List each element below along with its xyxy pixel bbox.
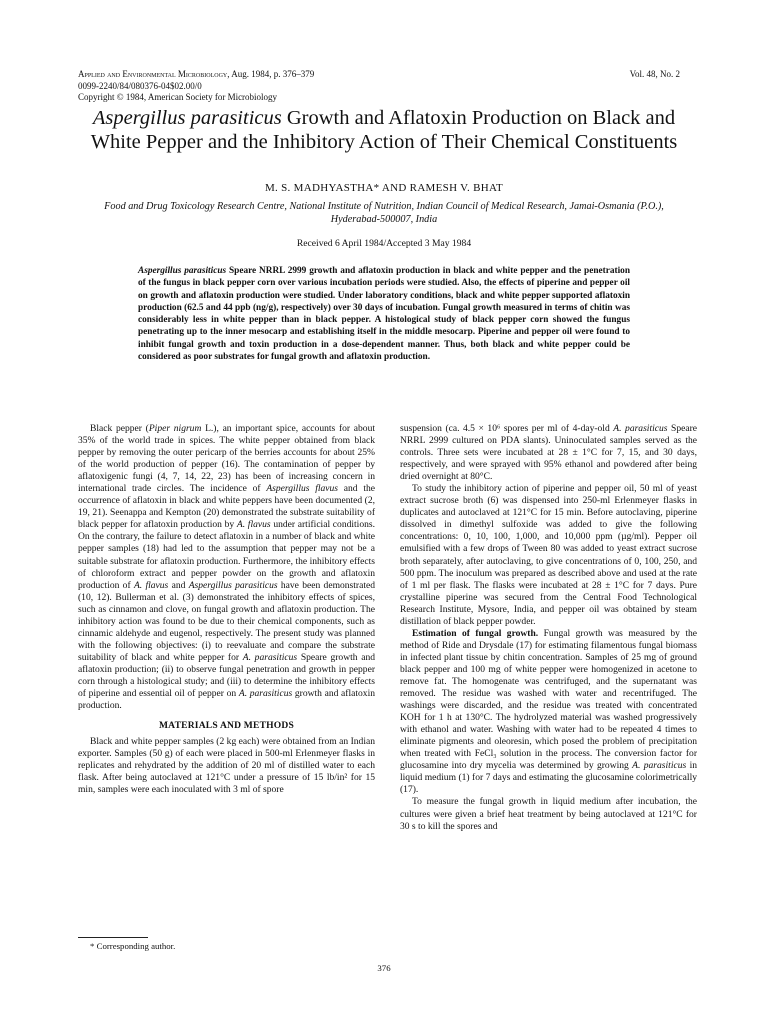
text-run: growth and aflatoxin production. bbox=[78, 688, 375, 712]
methods-paragraph: Black and white pepper samples (2 kg each) were obtained from an Indian exporter. Samples (50 g) of each were placed in 500-ml Erlenmeyer flasks in replicates and rehydrated by the addition of 20 ml of distilled water to each flask. After being autoclaved at 121°C under a pressure of 15 lb/in² for 15 min, samples were each inoculated with 3 ml of spore bbox=[78, 736, 375, 796]
inhibition-paragraph: To study the inhibitory action of piperine and pepper oil, 50 ml of yeast extract sucrose broth (6) was dispensed into 250-ml Erlenmeyer flasks in duplicates and autoclaved at 121°C for 15 min. Before autoclaving, piperine dissolved in dimethyl sulfoxide was added to give the following concentrations: 0, 10, 100, 1,000, and 10,000 ppm (µg/ml). Pepper oil emulsified with a few drops of Tween 80 was added to yeast extract sucrose broth separately, after autoclaving, to give concentrations of 0, 100, 250, and 500 ppm. The inoculum was prepared as described above and used at the rate of 1 ml per flask. The flasks were incubated at 28 ± 1°C for 7 days. Pure crystalline piperine was secured from the Central Food Technological Research Institute, Mysore, India, and pepper oil was obtained by steam distillation of black pepper powder. bbox=[400, 483, 697, 627]
intro-paragraph bbox=[78, 423, 375, 712]
species-name: A. flavus bbox=[236, 519, 271, 531]
journal-header bbox=[78, 69, 314, 104]
text-run: have been demonstrated (10, 12). Bullerman et al. (3) demonstrated the inhibitory effects of spices, such as cinnamon and clove, on fungal growth and aflatoxin production. The inhibitory action was found to be due to their chemical components, such as cinnamic aldehyde and eugenol, respectively. The present study was planned with the following objectives: (i) to reevaluate and compare the substrate suitability of black and white pepper for bbox=[78, 579, 375, 663]
affiliation: Food and Drug Toxicology Research Centre, National Institute of Nutrition, Indian Council of Medical Research, Jamai-Osmania (P.O.), Hyderabad-500007, India bbox=[104, 201, 664, 225]
text-run: Speare NRRL 2999 cultured on PDA slants). Uninoculated samples served as the controls. Three sets were incubated at 28 ± 1°C for 7, 15, and 30 days, respectively, and were sprayed with 95% ethanol and powdered after being dried overnight at 80°C. bbox=[400, 423, 697, 483]
text-run: and bbox=[168, 579, 189, 591]
received-dates: Received 6 April 1984/Accepted 3 May 1984 bbox=[296, 238, 472, 249]
right-column bbox=[400, 423, 697, 833]
section-heading: MATERIALS AND METHODS bbox=[158, 720, 295, 732]
article-title bbox=[70, 106, 698, 154]
page-number: 376 bbox=[377, 963, 391, 973]
run-in-heading: Estimation of fungal growth. bbox=[412, 627, 539, 639]
journal-citation: , Aug. 1984, p. 376–379 bbox=[227, 69, 315, 79]
species-name: A. parasiticus bbox=[242, 651, 298, 663]
journal-citation-line bbox=[78, 69, 314, 81]
footnote-rule bbox=[78, 937, 148, 938]
text-run: Black pepper ( bbox=[90, 423, 149, 434]
abstract bbox=[138, 265, 630, 363]
text-run: under artificial conditions. On the contrary, the failure to detect aflatoxin in a number of black and white pepper samples (18) had led to the assumption that pepper may not be a suitable substrate for aflatoxin production. Furthermore, the inhibitory effects of chloroform extract and pepper powder on the growth and aflatoxin production of bbox=[78, 519, 375, 591]
continued-paragraph bbox=[400, 423, 697, 483]
species-name: Aspergillus parasiticus bbox=[188, 579, 278, 591]
copyright-line: Copyright © 1984, American Society for Microbiology bbox=[78, 92, 278, 102]
text-run: in liquid medium (1) for 7 days and estimating the glucosamine colorimetrically (17). bbox=[400, 760, 697, 796]
species-name: Aspergillus flavus bbox=[266, 483, 339, 495]
species-name: A. flavus bbox=[133, 579, 169, 591]
abstract-text: Speare NRRL 2999 growth and aflatoxin production in black and white pepper and the penetration of the fungus in black pepper corn over various incubation periods were studied. Also, the effects of piperine and pepper oil on growth and aflatoxin production were studied. Under laboratory conditions, black and white pepper supported aflatoxin production (62.5 and 44 ppb (ng/g), respectively) over 30 days of incubation. Fungal growth measured in terms of chitin was considerably less in white pepper than in black pepper. A histological study of black pepper corn showed the fungus penetrating up to the inner mesocarp and establishing itself in the middle mesocarp. Piperine and pepper oil were found to inhibit fungal growth and toxin production in a dose-dependent manner. Thus, both black and white pepper could be considered as poor substrates for fungal growth and aflatoxin production. bbox=[138, 266, 630, 363]
title-species: Aspergillus parasiticus bbox=[92, 107, 282, 129]
abstract-species: Aspergillus parasiticus bbox=[138, 266, 227, 276]
journal-name: Applied and Environmental Microbiology bbox=[78, 69, 228, 79]
volume-label: Vol. 48, No. 2 bbox=[629, 69, 680, 79]
fungal-growth-paragraph bbox=[400, 628, 697, 797]
measurement-paragraph: To measure the fungal growth in liquid medium after incubation, the cultures were given a brief heat treatment by being autoclaved at 121°C for 30 s to kill the spores and bbox=[400, 796, 697, 832]
left-column bbox=[78, 423, 375, 796]
text-run: Fungal growth was measured by the method of Ride and Drysdale (17) for estimating filamentous fungal biomass in infected plant tissue by chitin concentration. Samples of 25 mg of ground black pepper and 100 mg of white pepper were homogenized in acetone to remove fat. The homogenate was centrifuged, and the supernatant was removed. The residue was washed with water and recentrifuged. The washings were discarded, and the residue was treated with concentrated KOH for 1 h at 130°C. The hydrolyzed material was washed progressively with ethanol and water. Washing with water had to be repeated 4 times to eliminate pigments and oleoresin, which posed the problem of precipitation when treated with FeCl₃ solution in the process. The conversion factor for glucosamine into dry mycelia was determined by growing bbox=[400, 627, 697, 772]
text-run: L.), an important spice, accounts for about 35% of the world trade in spices. The white pepper obtained from black pepper by removing the outer pericarp of the berries accounts for about 25% of the world production of pepper (16). The contamination of pepper by aflatoxigenic fungi (4, 7, 14, 22, 23) has been of increasing concern in international trade circles. The incidence of bbox=[78, 423, 375, 495]
text-run: and the occurrence of aflatoxin in black and white peppers have been documented (2, 19, 21). Seenappa and Kempton (20) demonstrated the substrate suitability of black pepper for aflatoxin production by bbox=[78, 483, 375, 531]
text-run: suspension (ca. 4.5 × 10⁶ spores per ml of 4-day-old bbox=[400, 423, 614, 434]
authors: M. S. MADHYASTHA* AND RAMESH V. BHAT bbox=[264, 182, 504, 194]
species-name: A. parasiticus bbox=[632, 760, 687, 772]
footnote: * Corresponding author. bbox=[90, 941, 176, 951]
text-run: Speare growth and aflatoxin production; (ii) to observe fungal penetration and growth in pepper corn through a histological study; and (iii) to determine the inhibitory effects of piperine and essential oil of pepper on bbox=[78, 651, 376, 700]
doi-line: 0099-2240/84/080376-04$02.00/0 bbox=[78, 80, 202, 91]
species-name: A. parasiticus bbox=[613, 423, 668, 434]
title-rest: Growth and Aflatoxin Production on Black and White Pepper and the Inhibitory Action of Their Chemical Constituents bbox=[90, 107, 678, 153]
species-name: A. parasiticus bbox=[238, 688, 293, 700]
species-name: Piper nigrum bbox=[148, 423, 202, 434]
